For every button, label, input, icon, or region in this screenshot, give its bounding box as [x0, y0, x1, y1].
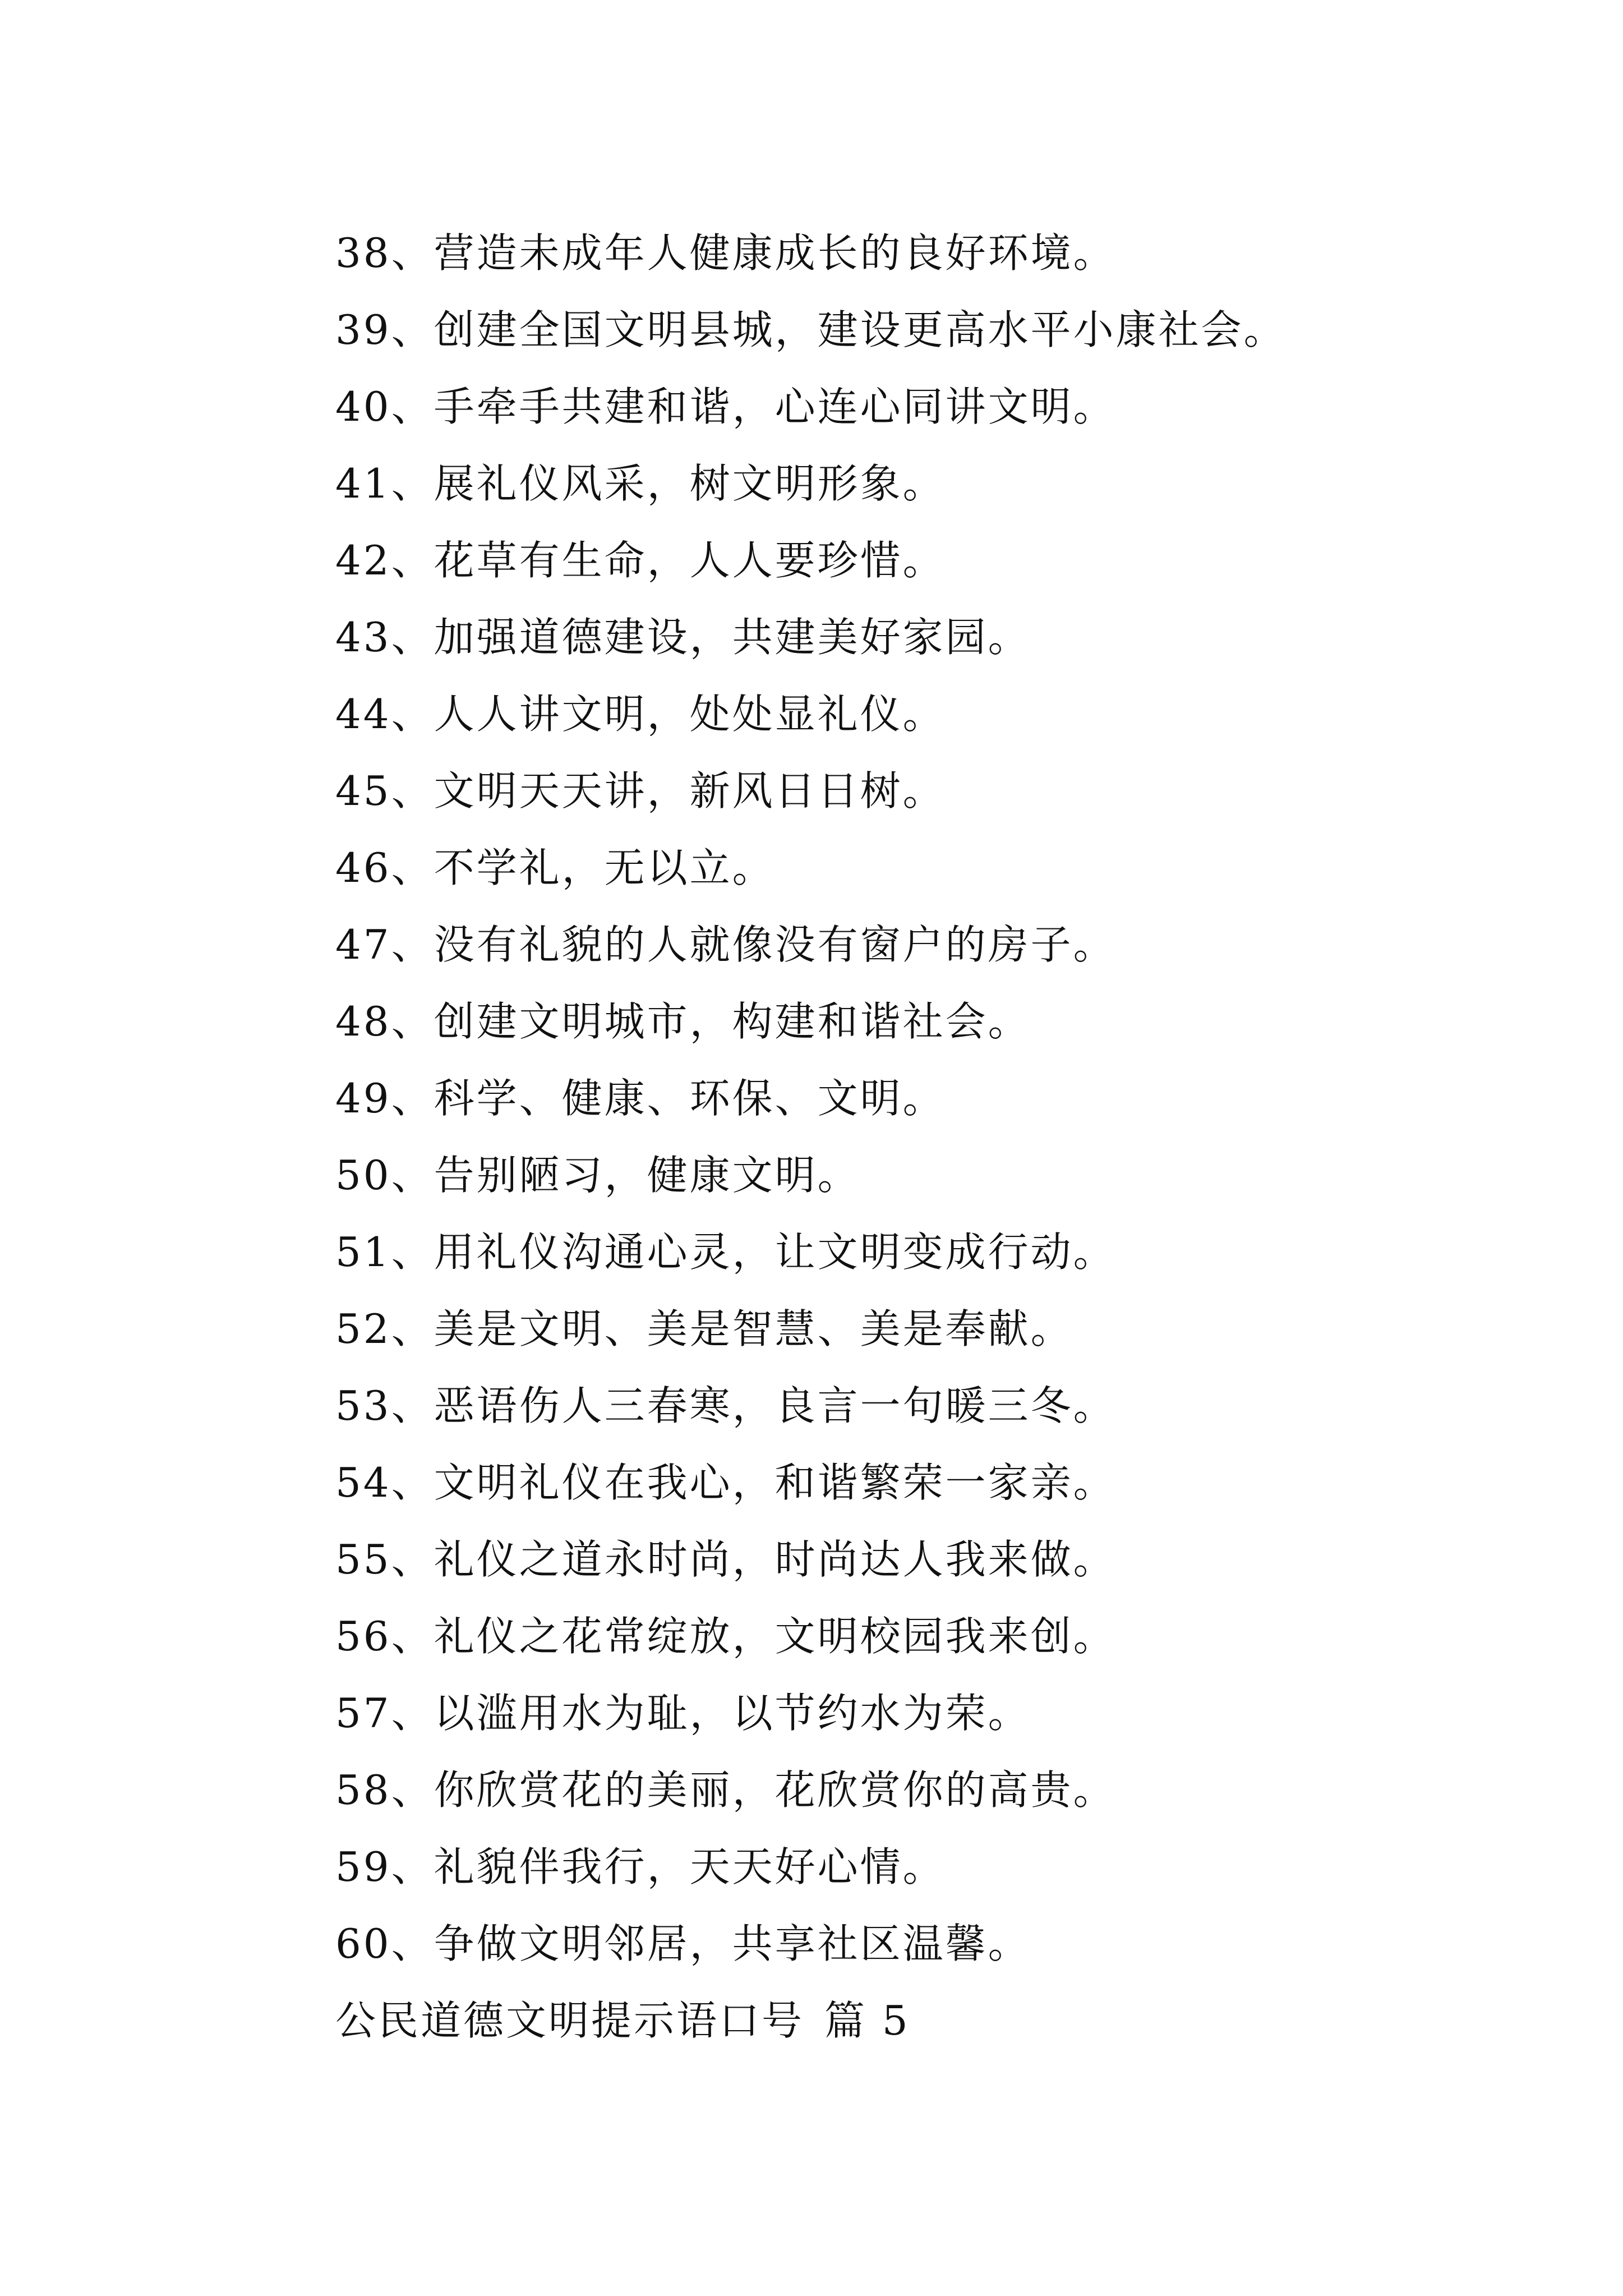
slogan-line: 38、营造未成年人健康成长的良好环境。 — [335, 229, 1116, 277]
document-body — [335, 215, 1513, 2059]
slogan-line: 45、文明天天讲，新风日日树。 — [335, 767, 946, 815]
slogan-line: 60、争做文明邻居，共享社区温馨。 — [335, 1920, 1031, 1967]
section-heading — [335, 1982, 1513, 2059]
slogan-line: 53、恶语伤人三春寒，良言一句暖三冬。 — [335, 1382, 1116, 1429]
slogan-line: 57、以滥用水为耻，以节约水为荣。 — [335, 1690, 1031, 1737]
slogan-line: 43、加强道德建设，共建美好家园。 — [335, 614, 1031, 661]
slogan-line: 56、礼仪之花常绽放，文明校园我来创。 — [335, 1613, 1116, 1660]
slogan-line: 54、文明礼仪在我心，和谐繁荣一家亲。 — [335, 1459, 1116, 1506]
slogan-line: 42、花草有生命，人人要珍惜。 — [335, 537, 946, 584]
slogan-line: 50、告别陋习，健康文明。 — [335, 1152, 860, 1199]
slogan-line: 55、礼仪之道永时尚，时尚达人我来做。 — [335, 1536, 1116, 1583]
slogan-line: 52、美是文明、美是智慧、美是奉献。 — [335, 1305, 1073, 1352]
slogan-line: 46、不学礼，无以立。 — [335, 844, 775, 891]
section-heading-suffix: 篇 5 — [824, 1997, 910, 2044]
slogan-line: 39、创建全国文明县城，建设更高水平小康社会。 — [335, 306, 1287, 353]
slogan-line: 51、用礼仪沟通心灵，让文明变成行动。 — [335, 1228, 1116, 1276]
slogan-line: 49、科学、健康、环保、文明。 — [335, 1075, 946, 1122]
section-heading-title: 公民道德文明提示语口号 — [335, 1997, 805, 2044]
slogan-line: 48、创建文明城市，构建和谐社会。 — [335, 998, 1031, 1045]
slogan-line: 41、展礼仪风采，树文明形象。 — [335, 460, 946, 507]
slogan-line: 40、手牵手共建和谐，心连心同讲文明。 — [335, 383, 1116, 430]
slogan-line: 47、没有礼貌的人就像没有窗户的房子。 — [335, 921, 1116, 968]
slogan-line: 59、礼貌伴我行，天天好心情。 — [335, 1843, 946, 1890]
slogan-line: 44、人人讲文明，处处显礼仪。 — [335, 691, 946, 738]
slogan-line: 58、你欣赏花的美丽，花欣赏你的高贵。 — [335, 1766, 1116, 1814]
